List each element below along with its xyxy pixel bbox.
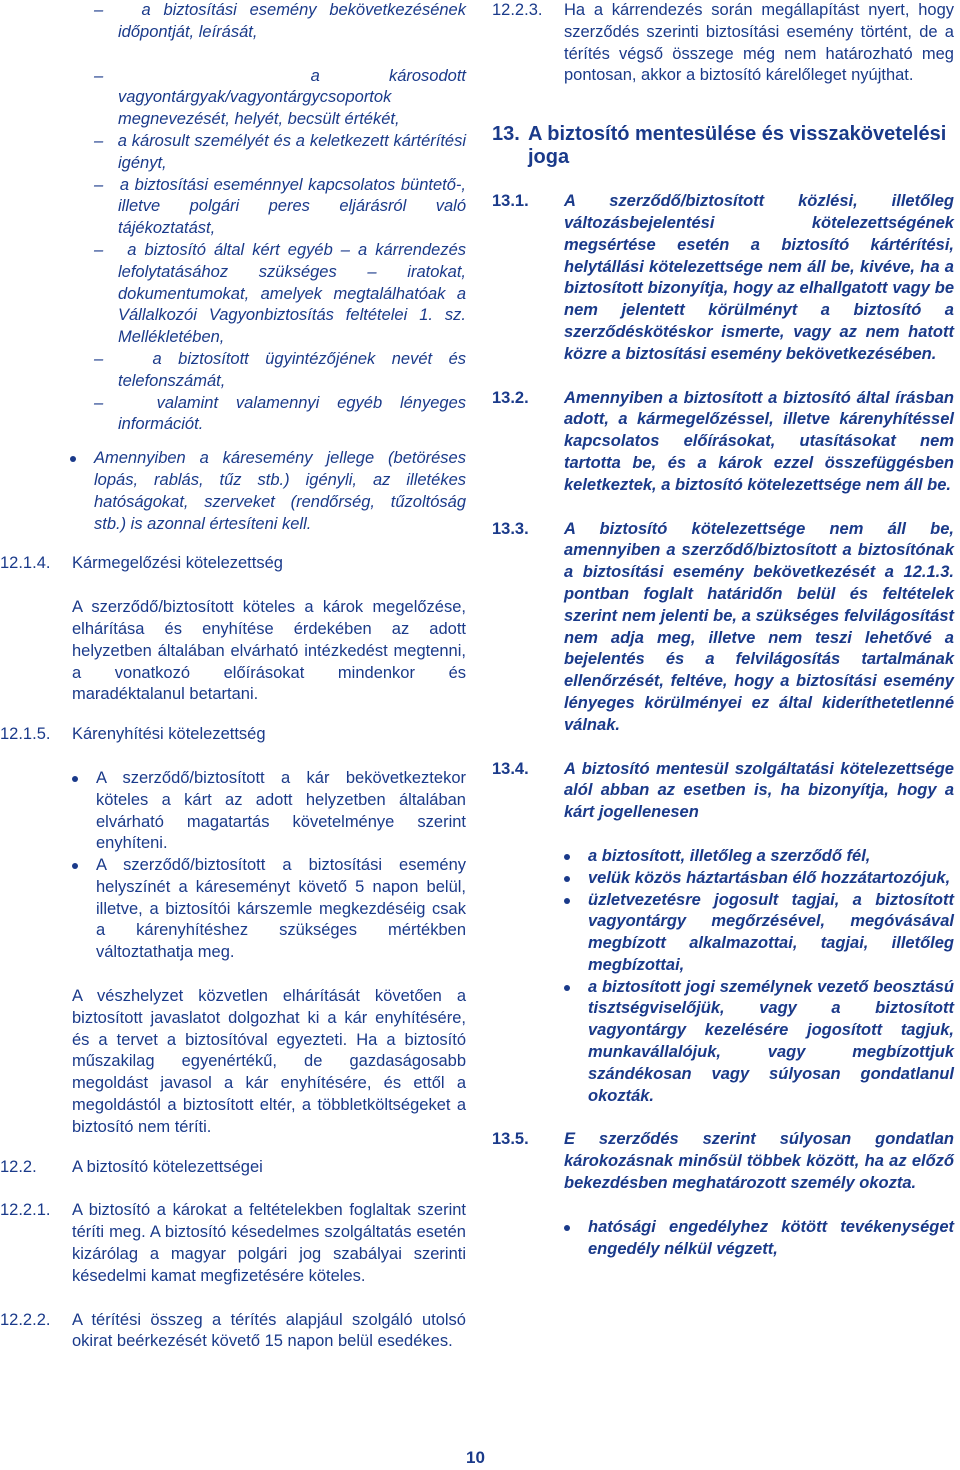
bullet-text: Amennyiben a káresemény jellege (betöréses lopás, rablás, tűz stb.) igényli, az illetékes hatóságokat, szerveket (rendőrség, tűzoltóság stb.) is azonnal értesíteni kell. bbox=[94, 449, 466, 533]
section-12-1-4-text: A szerződő/biztosított köteles a károk megelőzése, elhárítása és enyhítése érdekében az adott helyzetben általában elvárható intézkedést megtenni, a vonatkozó előírásokat mindenkor és maradéktalanul betartani. bbox=[72, 598, 466, 704]
section-text: A szerződő/biztosított közlési, illetőleg változásbejelentési kötelezettségének megsértése esetén a biztosító kártérítési, helytállási kötelezettsége nem áll be, kivéve, ha a biztosított bizonyítja, hogy az elhallgatott vagy be nem jelentett körülményt a biztosító a szerződéskötéskor ismerte, vagy az nem hatott közre a biztosítási esemény bekövetkezésében. bbox=[564, 192, 954, 363]
right-column bbox=[492, 0, 954, 1260]
section-text: E szerződés szerint súlyosan gondatlan károkozásnak minősül többek között, ha az előző bekezdésben meghatározott személy okozta. bbox=[564, 1130, 954, 1193]
section-12-1-5-heading bbox=[0, 724, 466, 746]
chapter-number: 13. bbox=[492, 123, 520, 146]
section-13-3 bbox=[492, 519, 954, 737]
dash-item: – a biztosítási eseménnyel kapcsolatos büntető-, illetve polgári peres eljárásról való tájékoztatást, bbox=[94, 175, 466, 238]
section-text: A térítési összeg a térítés alapjául szolgáló utolsó okirat beérkezését követő 15 napon belül esedékes. bbox=[72, 1310, 466, 1351]
bullet-dot-icon bbox=[70, 456, 76, 462]
section-13-1 bbox=[492, 191, 954, 365]
section-13-5 bbox=[492, 1129, 954, 1194]
section-text: A biztosító kötelezettsége nem áll be, amennyiben a szerződő/biztosított a biztosítónak a biztosítási esemény bekövetkezését a 12.1.3. pontban foglalt határidőn belül és feltételek szerint nem jelenti be, a szükséges felvilágosítást nem adja meg, illetve nem teszi lehetővé a bejelentés és a felvilágosítás tartalmának ellenőrzését, feltéve, hogy a biztosítási esemény lényeges körülményei ez által kideríthetetlenné válnak. bbox=[564, 519, 954, 734]
section-number: 12.2.1. bbox=[0, 1201, 51, 1220]
section-12-1-5-text: A vészhelyzet közvetlen elhárítását követően a biztosított javaslatot dolgozhat ki a kár enyhítésére, és a tervet a biztosítóval egyezteti. Ha a biztosító műszakilag egyenértékű, de gazdaságosabb megoldást javasol a kár enyhítésére, és ettől a megoldástól a biztosított eltér, a többletköltségeket a biztosító nem téríti. bbox=[72, 987, 466, 1136]
bullet-item bbox=[564, 1217, 954, 1261]
bullet-item bbox=[564, 846, 954, 868]
section-title: Kármegelőzési kötelezettség bbox=[72, 554, 283, 573]
section-title: Kárenyhítési kötelezettség bbox=[72, 725, 266, 744]
bullet-dot-icon bbox=[72, 863, 78, 869]
section-text: Ha a kárrendezés során megállapítást nyert, hogy szerződés szerinti biztosítási esemény történt, de a térítés végső összege még nem határozható meg pontosan, akkor a biztosító kárelőleget nyújthat. bbox=[564, 1, 954, 85]
bullet-text: velük közös háztartásban élő hozzátartozójuk, bbox=[588, 868, 951, 887]
bullet-item bbox=[564, 868, 954, 890]
section-number: 13.3. bbox=[492, 519, 529, 538]
dash-item: – a biztosítási esemény bekövetkezésének időpontját, leírását, bbox=[94, 1, 466, 41]
section-text: A biztosító mentesül szolgáltatási kötelezettsége alól abban az esetben is, ha bizonyítja, hogy a kárt jogellenesen bbox=[564, 759, 954, 822]
bullet-dot-icon bbox=[564, 985, 570, 991]
bullet-item bbox=[70, 448, 466, 535]
bullet-text: üzletvezetésre jogosult tagjai, a biztosított vagyontárgy megőrzésével, megóvásával megbízott alkalmazottai, tagjai, illetőleg megbízottai, bbox=[588, 890, 954, 974]
section-number: 12.1.4. bbox=[0, 554, 51, 573]
bullet-dot-icon bbox=[564, 876, 570, 882]
section-title: A biztosító kötelezettségei bbox=[72, 1157, 263, 1176]
bullet-dot-icon bbox=[564, 898, 570, 904]
section-number: 12.2. bbox=[0, 1157, 37, 1176]
dash-item: – a biztosított ügyintézőjének nevét és telefonszámát, bbox=[94, 349, 466, 390]
left-column bbox=[0, 0, 466, 1353]
bullet-dot-icon bbox=[564, 854, 570, 860]
chapter-13-heading bbox=[492, 123, 954, 169]
section-12-2-1 bbox=[0, 1200, 466, 1287]
bullet-text: a biztosított, illetőleg a szerződő fél, bbox=[588, 846, 871, 865]
section-number: 13.1. bbox=[492, 192, 529, 211]
section-text: A biztosító a károkat a feltételekben foglaltak szerint téríti meg. A biztosító késedelmes szolgáltatás esetén kizárólag a magyar polgári jog szabályai szerinti késedelmi kamat megfizetésére köteles. bbox=[72, 1201, 466, 1285]
section-number: 13.2. bbox=[492, 388, 529, 407]
section-13-2 bbox=[492, 388, 954, 497]
bullet-text: A szerződő/biztosított a kár bekövetkeztekor köteles a kárt az adott helyzetben általában elvárható magatartás követelménye szerint enyhíteni. bbox=[96, 768, 466, 853]
dash-item: – a károsodott vagyontárgyak/vagyontárgycsoportok megnevezését, helyét, becsült értékét, bbox=[94, 66, 466, 129]
bullet-text: a biztosított jogi személynek vezető beosztású tisztségviselőjük, vagy a biztosított vagyontárgy kezelésére jogosított tagjuk, munkavállalójuk, vagy megbízottjuk szándékosan vagy súlyosan gondatlanul okozták. bbox=[588, 977, 954, 1105]
section-number: 12.2.3. bbox=[492, 1, 543, 19]
bullet-text: A szerződő/biztosított a biztosítási esemény helyszínét a káreseményt követő 5 napon belül, illetve, a biztosítói kárszemle megkezdéséig csak a kárenyhítéshez szükséges mértékben változtathatja meg. bbox=[96, 856, 466, 962]
section-number: 13.5. bbox=[492, 1130, 529, 1149]
bullet-text: hatósági engedélyhez kötött tevékenységet engedély nélkül végzett, bbox=[588, 1217, 954, 1258]
page-number: 10 bbox=[466, 1448, 485, 1467]
bullet-item bbox=[72, 768, 466, 855]
section-12-2-3 bbox=[492, 0, 954, 87]
chapter-title: A biztosító mentesülése és visszakövetelési joga bbox=[528, 123, 947, 169]
bullet-dot-icon bbox=[564, 1225, 570, 1231]
bullet-item bbox=[72, 855, 466, 964]
bullet-item bbox=[564, 890, 954, 977]
section-12-1-4-heading bbox=[0, 553, 466, 575]
dash-item: – a károsult személyét és a keletkezett kártérítési igényt, bbox=[94, 131, 466, 172]
bullet-item bbox=[564, 977, 954, 1108]
dash-item: – valamint valamennyi egyéb lényeges információt. bbox=[94, 393, 466, 434]
section-text: Amennyiben a biztosított a biztosító által írásban adott, a kármegelőzéssel, illetve kárenyhítéssel kapcsolatos előírásokat, utasításokat nem tartotta be, és a károk ezzel összefüggésben keletkeztek, a biztosító kötelezettsége nem áll be. bbox=[564, 388, 954, 494]
dash-item: – a biztosító által kért egyéb – a kárrendezés lefolytatásához szükséges – iratokat, dokumentumokat, amelyek megtalálhatóak a Vállalkozói Vagyonbiztosítás feltételei 1. sz. Mellékletében, bbox=[94, 240, 466, 347]
section-12-2-heading bbox=[0, 1157, 466, 1179]
section-12-2-2 bbox=[0, 1310, 466, 1354]
section-number: 12.1.5. bbox=[0, 725, 51, 744]
section-number: 13.4. bbox=[492, 759, 529, 778]
section-number: 12.2.2. bbox=[0, 1310, 51, 1329]
section-13-4 bbox=[492, 759, 954, 824]
bullet-dot-icon bbox=[72, 776, 78, 782]
